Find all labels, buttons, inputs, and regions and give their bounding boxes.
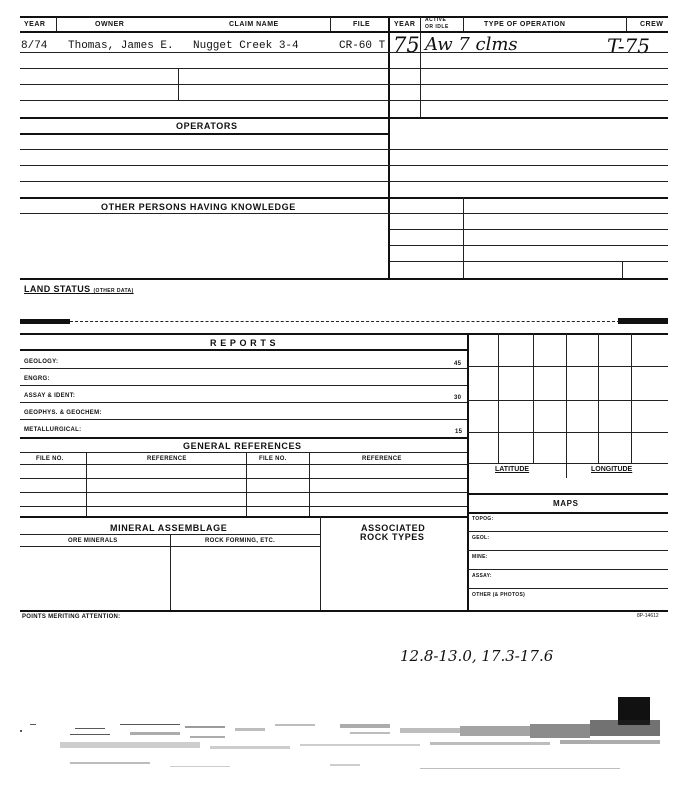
rock-forming-col: ROCK FORMING, ETC. (205, 538, 276, 544)
persons-under-rule (20, 213, 390, 214)
row-rule (20, 181, 668, 182)
record-year: 8/74 (21, 40, 48, 52)
header-active: ACTIVE (425, 17, 447, 23)
maps-under-rule (467, 512, 668, 514)
land-status-rule (70, 321, 620, 322)
maps-heading: MAPS (553, 499, 579, 508)
header-or-idle: OR IDLE (425, 24, 449, 30)
latitude-label: LATITUDE (495, 466, 530, 473)
header-divider (626, 17, 627, 31)
header-year2: YEAR (394, 21, 416, 28)
report-engrg: ENGRG: (24, 376, 50, 382)
header-divider (56, 17, 57, 31)
row-rule (20, 165, 668, 166)
row-rule (467, 550, 668, 551)
row-rule (20, 478, 467, 479)
header-claim-name: CLAIM NAME (229, 21, 279, 28)
record-owner: Thomas, James E. (68, 40, 174, 52)
reports-top-rule (20, 333, 668, 335)
record-claim-name: Nugget Creek 3-4 (193, 40, 299, 52)
associated-line2: ROCK TYPES (360, 532, 425, 542)
header-crew: CREW (640, 21, 664, 28)
report-geology-num: 45 (454, 361, 462, 367)
report-geology: GEOLOGY: (24, 359, 59, 365)
points-meriting-attention: POINTS MERITING ATTENTION: (22, 614, 121, 620)
general-references-heading: GENERAL REFERENCES (183, 441, 302, 451)
row-rule (467, 531, 668, 532)
row-rule (467, 569, 668, 570)
header-file: FILE (353, 21, 371, 28)
row-rule (467, 588, 668, 589)
handwritten-operation: Aw 7 clms (425, 34, 518, 55)
row-rule (20, 385, 467, 386)
report-assay-num: 30 (454, 395, 462, 401)
operators-heading: OPERATORS (176, 121, 238, 131)
right-subdivider (622, 261, 623, 279)
grid-line (598, 333, 599, 463)
operators-under-rule (20, 133, 390, 135)
longitude-label: LONGITUDE (591, 466, 633, 473)
grid-line (533, 333, 534, 463)
grid-line (498, 333, 499, 463)
land-status-label: LAND STATUS (24, 284, 91, 294)
land-status-heading (24, 284, 134, 294)
scan-blot (618, 318, 668, 324)
gen-ref-col-reference: REFERENCE (147, 456, 187, 462)
row-rule (20, 464, 467, 465)
associated-divider (320, 516, 321, 611)
land-status-sub: (OTHER DATA) (93, 288, 134, 294)
scan-blot (20, 319, 70, 324)
form-bottom-rule (20, 610, 668, 612)
header-type-of-operation: TYPE OF OPERATION (484, 21, 566, 28)
report-assay: ASSAY & IDENT: (24, 393, 76, 399)
maps-top-rule (467, 493, 668, 495)
grid-line (467, 366, 668, 367)
operators-top-rule (20, 117, 668, 119)
mineral-col-divider (170, 534, 171, 611)
other-persons-heading: OTHER PERSONS HAVING KNOWLEDGE (101, 202, 296, 212)
row-rule (20, 368, 467, 369)
row-rule (20, 492, 467, 493)
reports-heading: R E P O R T S (210, 338, 277, 348)
ore-minerals-col: ORE MINERALS (68, 538, 118, 544)
row-rule (20, 84, 668, 85)
grid-line (631, 333, 632, 463)
row-rule (20, 52, 668, 53)
right-subdivider (463, 197, 464, 279)
row-rule (20, 506, 467, 507)
record-file: CR-60 T (339, 40, 386, 52)
header-divider (330, 17, 331, 31)
row-rule (20, 419, 467, 420)
mineral-top-rule (20, 516, 467, 518)
handwritten-year: 75 (393, 33, 420, 57)
gen-ref-top-rule (20, 437, 467, 439)
handwritten-crew: T-75 (607, 34, 650, 58)
grid-line (467, 463, 668, 464)
mineral-assemblage-heading: MINERAL ASSEMBLAGE (110, 523, 228, 533)
header-divider (463, 17, 464, 31)
gen-ref-col-file2: FILE NO. (259, 456, 287, 462)
associated-line1: ASSOCIATED (361, 523, 426, 533)
row-rule (390, 261, 668, 262)
report-metallurgical: METALLURGICAL: (24, 427, 82, 433)
gen-ref-col-reference2: REFERENCE (362, 456, 402, 462)
header-owner: OWNER (95, 21, 125, 28)
reports-under-rule (20, 349, 467, 351)
maps-topog: TOPOG: (472, 516, 494, 522)
persons-bottom-rule (20, 278, 668, 280)
form-number: 8P-14612 (637, 613, 659, 619)
row-rule (20, 149, 668, 150)
maps-other: OTHER (& PHOTOS) (472, 592, 526, 598)
main-vertical-divider (388, 17, 390, 279)
grid-line (566, 333, 567, 478)
persons-top-rule (20, 197, 668, 199)
row-rule (20, 402, 467, 403)
row-rule (20, 68, 668, 69)
grid-line (467, 432, 668, 433)
gen-ref-under-rule (20, 452, 467, 453)
report-metallurgical-num: 15 (455, 429, 463, 435)
maps-geol: GEOL: (472, 535, 490, 541)
row-rule (390, 229, 668, 230)
header-year: YEAR (24, 21, 46, 28)
grid-line (467, 400, 668, 401)
header-bottom-rule (20, 31, 668, 33)
gen-ref-col-file: FILE NO. (36, 456, 64, 462)
row-rule (20, 100, 668, 101)
top-border (20, 16, 668, 18)
row-rule (390, 245, 668, 246)
bottom-handwritten-note: 12.8-13.0, 17.3-17.6 (400, 647, 554, 665)
scan-noise (0, 710, 678, 790)
maps-assay: ASSAY: (472, 573, 492, 579)
report-geophys: GEOPHYS. & GEOCHEM: (24, 410, 102, 416)
row-rule (390, 213, 668, 214)
maps-mine: MINE: (472, 554, 488, 560)
